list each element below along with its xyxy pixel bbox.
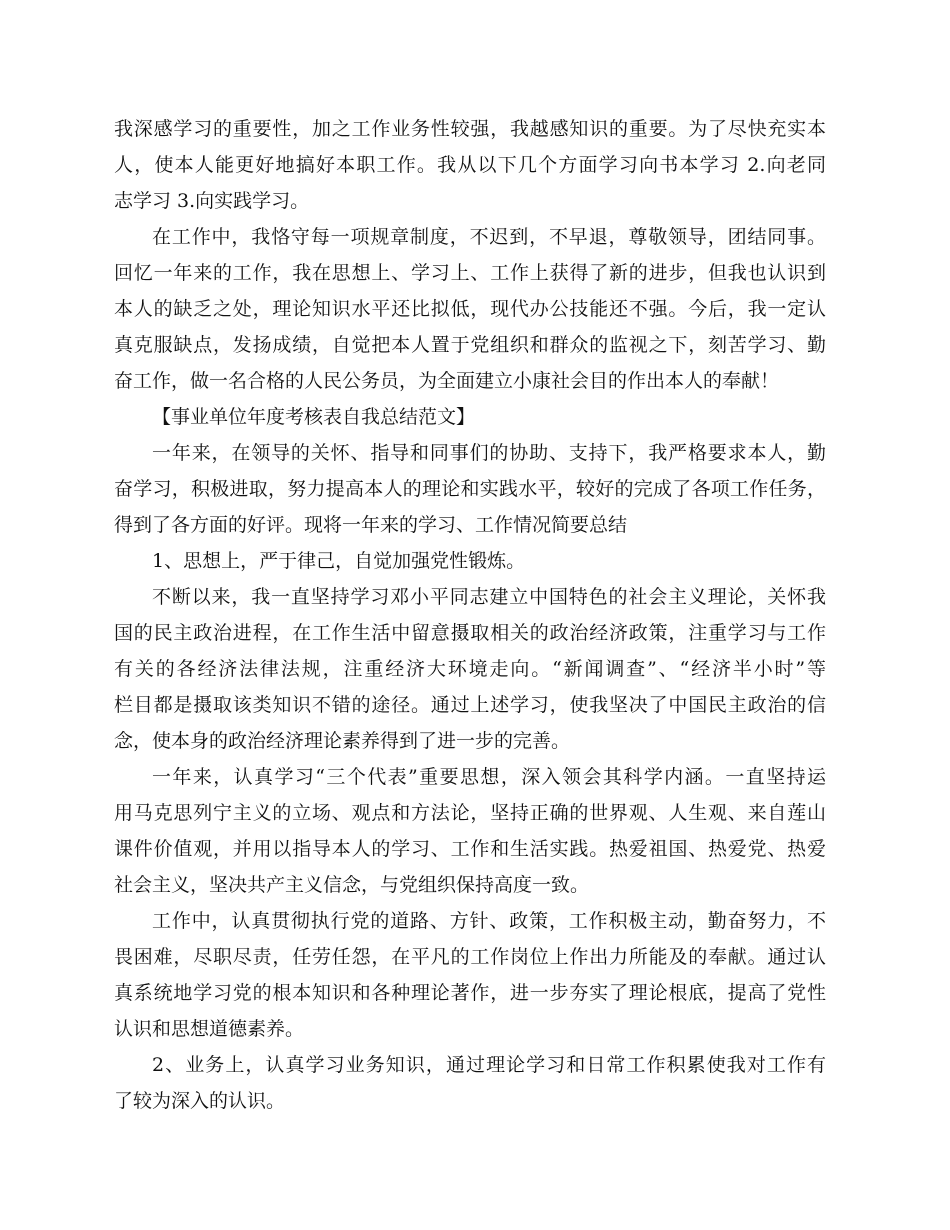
text-line: 社会主义，坚决共产主义信念，与党组织保持高度一致。 <box>114 874 590 896</box>
text-line: 真系统地学习党的根本知识和各种理论著作，进一步夯实了理论根底，提高了党性 <box>114 982 826 1004</box>
text-line: 本人的缺乏之处，理论知识水平还比拟低，现代办公技能还不强。今后，我一定认 <box>114 298 826 320</box>
text-line: 一年来，在领导的关怀、指导和同事们的协助、支持下，我严格要求本人，勤 <box>152 442 826 464</box>
text-line: 得到了各方面的好评。现将一年来的学习、工作情况简要总结 <box>114 514 628 536</box>
text-line: 用马克思列宁主义的立场、观点和方法论，坚持正确的世界观、人生观、来自莲山 <box>114 802 826 824</box>
text-line: 不断以来，我一直坚持学习邓小平同志建立中国特色的社会主义理论，关怀我 <box>152 586 826 608</box>
text-line: 人，使本人能更好地搞好本职工作。我从以下几个方面学习向书本学习 2.向老同 <box>114 154 826 176</box>
text-line: 念，使本身的政治经济理论素养得到了进一步的完善。 <box>114 730 571 752</box>
text-line: 奋工作，做一名合格的人民公务员，为全面建立小康社会目的作出本人的奉献！ <box>114 370 780 392</box>
text-line: 奋学习，积极进取，努力提高本人的理论和实践水平，较好的完成了各项工作任务， <box>114 478 826 500</box>
document-body <box>114 111 826 1119</box>
text-line: 在工作中，我恪守每一项规章制度，不迟到，不早退，尊敬领导，团结同事。 <box>152 226 826 248</box>
text-line: 栏目都是摄取该类知识不错的途径。通过上述学习，使我坚决了中国民主政治的信 <box>114 694 826 716</box>
text-line: 【事业单位年度考核表自我总结范文】 <box>152 406 476 428</box>
text-line: 工作中，认真贯彻执行党的道路、方针、政策，工作积极主动，勤奋努力，不 <box>152 910 826 932</box>
text-line: 国的民主政治进程，在工作生活中留意摄取相关的政治经济政策，注重学习与工作 <box>114 622 826 644</box>
text-line: 畏困难，尽职尽责，任劳任怨，在平凡的工作岗位上作出力所能及的奉献。通过认 <box>114 946 826 968</box>
text-line: 课件价值观，并用以指导本人的学习、工作和生活实践。热爱祖国、热爱党、热爱 <box>114 838 826 860</box>
text-line: 志学习 3.向实践学习。 <box>114 190 310 212</box>
text-line: 真克服缺点，发扬成绩，自觉把本人置于党组织和群众的监视之下，刻苦学习、勤 <box>114 334 826 356</box>
text-line: 一年来，认真学习“三个代表”重要思想，深入领会其科学内涵。一直坚持运 <box>152 766 826 788</box>
text-line: 我深感学习的重要性，加之工作业务性较强，我越感知识的重要。为了尽快充实本 <box>114 118 826 140</box>
text-line: 回忆一年来的工作，我在思想上、学习上、工作上获得了新的进步，但我也认识到 <box>114 262 826 284</box>
text-line: 2、业务上，认真学习业务知识，通过理论学习和日常工作积累使我对工作有 <box>152 1054 826 1076</box>
text-line: 了较为深入的认识。 <box>114 1090 286 1112</box>
text-line: 1、思想上，严于律己，自觉加强党性锻炼。 <box>152 550 526 572</box>
text-line: 有关的各经济法律法规，注重经济大环境走向。“新闻调查”、“经济半小时”等 <box>114 658 826 680</box>
text-line: 认识和思想道德素养。 <box>114 1018 305 1040</box>
